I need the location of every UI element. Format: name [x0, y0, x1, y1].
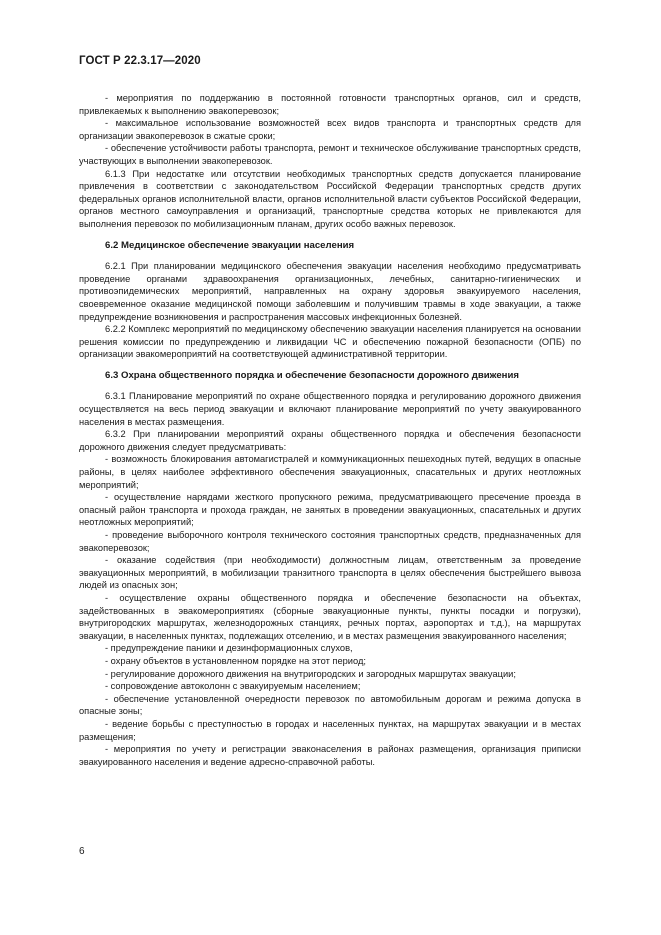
paragraph: 6.2.2 Комплекс мероприятий по медицинскому обеспечению эвакуации населения планируется на основании решения комиссии по предупреждению и ликвидации ЧС и обеспечению пожарной безопасности (ОПБ) по организации эвакомероприятий на соответствующей административной территории. — [79, 324, 581, 360]
paragraph: 6.1.3 При недостатке или отсутствии необходимых транспортных средств допускается планирование привлечения в соответствии с законодательством Российской Федерации транспортных средств других федеральных органов исполнительной власти, органов исполнительной власти субъектов Российской Федерации, органов местного самоуправления и организаций, транспортные средства которых не привлекаются для выполнения перевозок по мобилизационным планам, других особо важных перевозок. — [79, 168, 581, 229]
list-item: - охрану объектов в установленном порядке на этот период; — [105, 655, 366, 666]
section-heading-6-2: 6.2 Медицинское обеспечение эвакуации населения — [105, 239, 355, 251]
list-item: - предупреждение паники и дезинформационных слухов, — [105, 643, 353, 654]
list-item: - оказание содействия (при необходимости) должностным лицам, ответственным за проведение эвакуационных мероприятий, в мобилизации транзитного транспорта в целях обеспечения быстрейшего вывоза людей из опасных зон; — [79, 555, 581, 591]
list-item: - осуществление охраны общественного порядка и обеспечение безопасности на объектах, задействованных в эвакомероприятиях (сборные эвакуационные пункты, пункты посадки и погрузки), внутригородских маршрутах, железнодорожных станциях, речных портах, аэропортах и т.д.), на маршрутах эвакуации, в населенных пунктах, подлежащих отселению, и в местах размещения эвакуированного населения; — [79, 592, 581, 641]
section-heading-6-3: 6.3 Охрана общественного порядка и обеспечение безопасности дорожного движения — [105, 369, 519, 381]
paragraph: 6.2.1 При планировании медицинского обеспечения эвакуации населения необходимо предусматривать проведение органами здравоохранения организационных, лечебных, санитарно-гигиенических и противоэпидемических мероприятий, направленных на охрану здоровья эвакуируемого населения, своевременное оказание медицинской помощи заболевшим и получившим травмы в ходе эвакуации, а также предупреждение возникновения и распространения массовых инфекционных болезней. — [79, 261, 581, 322]
list-item: - мероприятия по учету и регистрации эваконаселения в районах размещения, организация приписки эвакуированного населения и ведение адресно-справочной работы. — [79, 744, 581, 767]
list-item: - проведение выборочного контроля технического состояния транспортных средств, предназначенных для эвакоперевозок; — [79, 530, 581, 553]
paragraph: 6.3.1 Планирование мероприятий по охране общественного порядка и регулированию дорожного движения осуществляется на весь период эвакуации и включают планирование мероприятий по учету эвакуированного населения в местах размещения. — [79, 391, 581, 427]
list-item: - возможность блокирования автомагистралей и коммуникационных пешеходных путей, ведущих в опасные районы, в целях наиболее эффективного обеспечения эвакуационных, спасательных и других неотложных мероприятий; — [79, 454, 581, 490]
paragraph: 6.3.2 При планировании мероприятий охраны общественного порядка и обеспечения безопасности дорожного движения следует предусматривать: — [79, 429, 581, 452]
list-item: - обеспечение установленной очередности перевозок по автомобильным дорогам и режима допуска в опасные зоны; — [79, 693, 581, 717]
document-body — [79, 92, 581, 768]
paragraph: - обеспечение устойчивости работы транспорта, ремонт и техническое обслуживание транспортных средств, участвующих в выполнении эвакоперевозок. — [79, 143, 581, 166]
paragraph: - мероприятия по поддержанию в постоянной готовности транспортных органов, сил и средств, привлекаемых к выполнению эвакоперевозок; — [79, 93, 581, 116]
list-item: - ведение борьбы с преступностью в городах и населенных пунктах, на маршрутах эвакуации и в местах размещения; — [79, 718, 581, 742]
list-item: - осуществление нарядами жесткого пропускного режима, предусматривающего пресечение проезда в опасный район транспорта и прохода граждан, не занятых в проведении эвакуационных, спасательных и других неотложных мероприятий; — [79, 492, 581, 528]
list-item: - регулирование дорожного движения на внутригородских и загородных маршрутах эвакуации; — [105, 668, 516, 679]
standard-code-header: ГОСТ Р 22.3.17—2020 — [79, 55, 201, 67]
page-number: 6 — [79, 846, 85, 857]
paragraph: - максимальное использование возможностей всех видов транспорта и транспортных средств для организации эвакоперевозок в сжатые сроки; — [79, 118, 581, 141]
list-item: - сопровождение автоколонн с эвакуируемым населением; — [105, 681, 361, 692]
